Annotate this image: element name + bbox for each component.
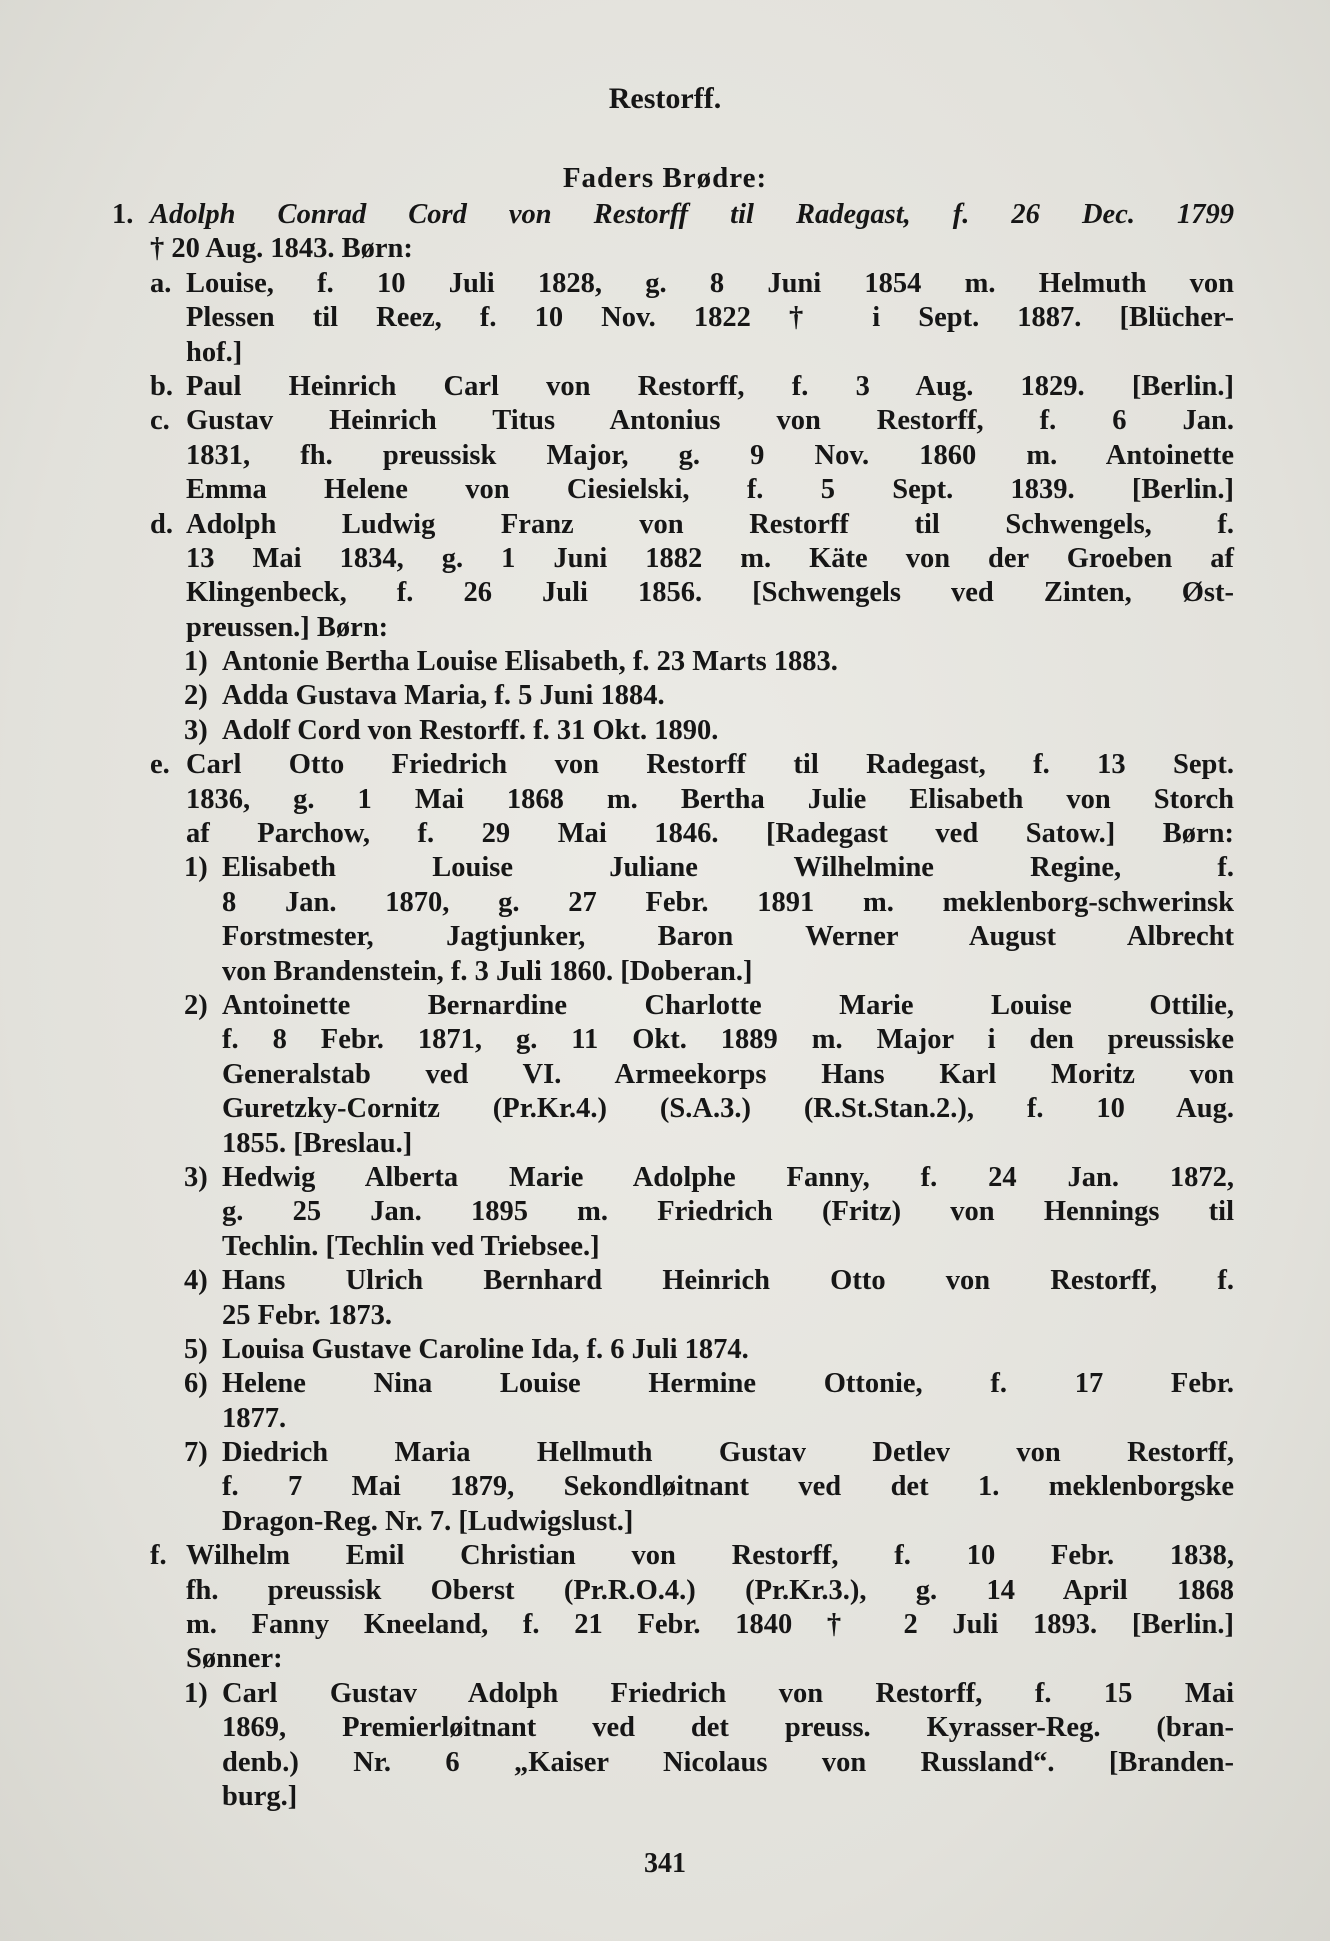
line-text: Techlin. [Techlin ved Triebsee.] (222, 1230, 600, 1262)
text-line-a-2 (0, 301, 1330, 335)
text-line-c-2 (0, 439, 1330, 473)
line-text: Diedrich Maria Hellmuth Gustav Detlev von Restorff, (222, 1437, 1234, 1469)
line-text: Guretzky-Cornitz (Pr.Kr.4.) (S.A.3.) (R.St.Stan.2.), f. 10 Aug. (222, 1093, 1234, 1125)
text-line-a-1 (0, 267, 1330, 301)
line-text: Gustav Heinrich Titus Antonius von Restorff, f. 6 Jan. (186, 405, 1234, 437)
running-head: Restorff. (608, 82, 722, 115)
page-body (0, 198, 1330, 1814)
line-text: fh. preussisk Oberst (Pr.R.O.4.) (Pr.Kr.3.), g. 14 April 1868 (186, 1574, 1234, 1606)
text-line-e1-1 (0, 851, 1330, 885)
line-text: Paul Heinrich Carl von Restorff, f. 3 Aug. 1829. [Berlin.] (186, 370, 1234, 402)
line-text: 1831, fh. preussisk Major, g. 9 Nov. 1860 m. Antoinette (186, 439, 1234, 471)
text-line-e2-2 (0, 1023, 1330, 1057)
text-line-c-1 (0, 404, 1330, 438)
text-line-f1-2 (0, 1711, 1330, 1745)
line-text: hof.] (186, 336, 243, 368)
text-line-d3-1 (0, 714, 1330, 748)
text-line-e5-1 (0, 1333, 1330, 1367)
text-line-d-1 (0, 508, 1330, 542)
text-line-e2-5 (0, 1127, 1330, 1161)
line-text: Adolph Conrad Cord von Restorff til Radegast, f. 26 Dec. 1799 (150, 199, 1234, 230)
line-text: von Brandenstein, f. 3 Juli 1860. [Doberan.] (222, 955, 753, 987)
line-text: Helene Nina Louise Hermine Ottonie, f. 17 Febr. (222, 1368, 1234, 1400)
text-line-d-3 (0, 576, 1330, 610)
line-text: m. Fanny Kneeland, f. 21 Febr. 1840 † 2 Juli 1893. [Berlin.] (186, 1609, 1234, 1641)
entry-marker: e. (150, 749, 170, 781)
text-line-e4-2 (0, 1299, 1330, 1333)
text-line-e7-2 (0, 1470, 1330, 1504)
line-text: preussen.] Børn: (186, 611, 389, 643)
line-text: Carl Gustav Adolph Friedrich von Restorff, f. 15 Mai (222, 1677, 1234, 1709)
text-line-e6-2 (0, 1402, 1330, 1436)
line-text: 25 Febr. 1873. (222, 1299, 392, 1331)
text-line-e1-3 (0, 920, 1330, 954)
text-line-e1-4 (0, 955, 1330, 989)
entry-marker: 3) (184, 1161, 208, 1193)
entry-marker: c. (150, 405, 170, 437)
line-text: † 20 Aug. 1843. Børn: (150, 233, 413, 265)
text-line-b-1 (0, 370, 1330, 404)
line-text: 1869, Premierløitnant ved det preuss. Kyrasser-Reg. (bran- (222, 1712, 1234, 1744)
entry-marker: 1) (184, 1677, 208, 1709)
line-text: f. 8 Febr. 1871, g. 11 Okt. 1889 m. Major i den preussiske (222, 1024, 1234, 1056)
entry-marker: 1. (112, 199, 134, 230)
line-text: Antonie Bertha Louise Elisabeth, f. 23 Marts 1883. (222, 646, 838, 678)
entry-marker: 1) (184, 852, 208, 884)
line-text: Louise, f. 10 Juli 1828, g. 8 Juni 1854 m. Helmuth von (186, 267, 1234, 299)
text-line-f-3 (0, 1608, 1330, 1642)
text-line-e-3 (0, 817, 1330, 851)
entry-marker: 3) (184, 714, 208, 746)
text-line-d2-1 (0, 679, 1330, 713)
text-line-e3-1 (0, 1161, 1330, 1195)
entry-marker: 2) (184, 989, 208, 1021)
text-line-e7-3 (0, 1505, 1330, 1539)
line-text: Adda Gustava Maria, f. 5 Juni 1884. (222, 680, 665, 712)
line-text: Louisa Gustave Caroline Ida, f. 6 Juli 1874. (222, 1333, 749, 1365)
line-text: Adolf Cord von Restorff. f. 31 Okt. 1890. (222, 714, 719, 746)
entry-marker: 1) (184, 646, 208, 678)
line-text: Dragon-Reg. Nr. 7. [Ludwigslust.] (222, 1505, 634, 1537)
line-text: Hedwig Alberta Marie Adolphe Fanny, f. 24 Jan. 1872, (222, 1161, 1234, 1193)
line-text: Hans Ulrich Bernhard Heinrich Otto von Restorff, f. (222, 1265, 1234, 1297)
entry-marker: 4) (184, 1265, 208, 1297)
entry-marker: a. (150, 267, 172, 299)
entry-marker: b. (150, 370, 173, 402)
line-text: Antoinette Bernardine Charlotte Marie Louise Ottilie, (222, 989, 1234, 1021)
text-line-d-2 (0, 542, 1330, 576)
line-text: Klingenbeck, f. 26 Juli 1856. [Schwengels ved Zinten, Øst- (186, 577, 1234, 609)
line-text: Forstmester, Jagtjunker, Baron Werner August Albrecht (222, 921, 1234, 953)
text-line-e6-1 (0, 1367, 1330, 1401)
line-text: 1877. (222, 1402, 287, 1434)
line-text: Sønner: (186, 1643, 283, 1675)
line-text: af Parchow, f. 29 Mai 1846. [Radegast ved Satow.] Børn: (186, 818, 1234, 850)
text-line-e3-2 (0, 1195, 1330, 1229)
entry-marker: 2) (184, 680, 208, 712)
line-text: 1855. [Breslau.] (222, 1127, 413, 1159)
line-text: 8 Jan. 1870, g. 27 Febr. 1891 m. meklenborg-schwerinsk (222, 886, 1234, 918)
line-text: Wilhelm Emil Christian von Restorff, f. 10 Febr. 1838, (186, 1540, 1234, 1572)
text-line-e7-1 (0, 1436, 1330, 1470)
line-text: burg.] (222, 1780, 298, 1812)
text-line-a-3 (0, 336, 1330, 370)
text-line-f1-4 (0, 1780, 1330, 1814)
line-text: 13 Mai 1834, g. 1 Juni 1882 m. Käte von der Groeben af (186, 542, 1234, 574)
line-text: 1836, g. 1 Mai 1868 m. Bertha Julie Elisabeth von Storch (186, 783, 1234, 815)
line-text: Carl Otto Friedrich von Restorff til Radegast, f. 13 Sept. (186, 749, 1234, 781)
text-line-f-4 (0, 1642, 1330, 1676)
text-line-e2-4 (0, 1092, 1330, 1126)
text-line-e2-1 (0, 989, 1330, 1023)
line-text: Adolph Ludwig Franz von Restorff til Schwengels, f. (186, 508, 1234, 540)
text-line-c-3 (0, 473, 1330, 507)
line-text: Plessen til Reez, f. 10 Nov. 1822 † i Sept. 1887. [Blücher- (186, 302, 1234, 334)
text-line-e3-3 (0, 1230, 1330, 1264)
line-text: Generalstab ved VI. Armeekorps Hans Karl Moritz von (222, 1058, 1234, 1090)
text-line-e1-2 (0, 886, 1330, 920)
entry-marker: 5) (184, 1333, 208, 1365)
page-number: 341 (644, 1848, 686, 1879)
text-line-e4-1 (0, 1264, 1330, 1298)
text-line-e-2 (0, 783, 1330, 817)
line-text: Elisabeth Louise Juliane Wilhelmine Regine, f. (222, 852, 1234, 884)
line-text: Emma Helene von Ciesielski, f. 5 Sept. 1839. [Berlin.] (186, 474, 1234, 506)
section-heading: Faders Brødre: (562, 162, 768, 194)
text-line-e-1 (0, 748, 1330, 782)
text-line-d1-1 (0, 645, 1330, 679)
text-line-adolph-2 (0, 232, 1330, 266)
text-line-e2-3 (0, 1058, 1330, 1092)
entry-marker: d. (150, 508, 173, 540)
line-text: g. 25 Jan. 1895 m. Friedrich (Fritz) von Hennings til (222, 1196, 1234, 1228)
text-line-f-2 (0, 1574, 1330, 1608)
text-line-f-1 (0, 1539, 1330, 1573)
text-line-f1-1 (0, 1677, 1330, 1711)
text-line-d-4 (0, 611, 1330, 645)
line-text: f. 7 Mai 1879, Sekondløitnant ved det 1. meklenborgske (222, 1471, 1234, 1503)
text-line-adolph-1 (0, 198, 1330, 232)
entry-marker: 7) (184, 1437, 208, 1469)
text-line-f1-3 (0, 1746, 1330, 1780)
line-text: denb.) Nr. 6 „Kaiser Nicolaus von Russland“. [Branden- (222, 1746, 1234, 1778)
entry-marker: 6) (184, 1368, 208, 1400)
entry-marker: f. (150, 1540, 167, 1572)
